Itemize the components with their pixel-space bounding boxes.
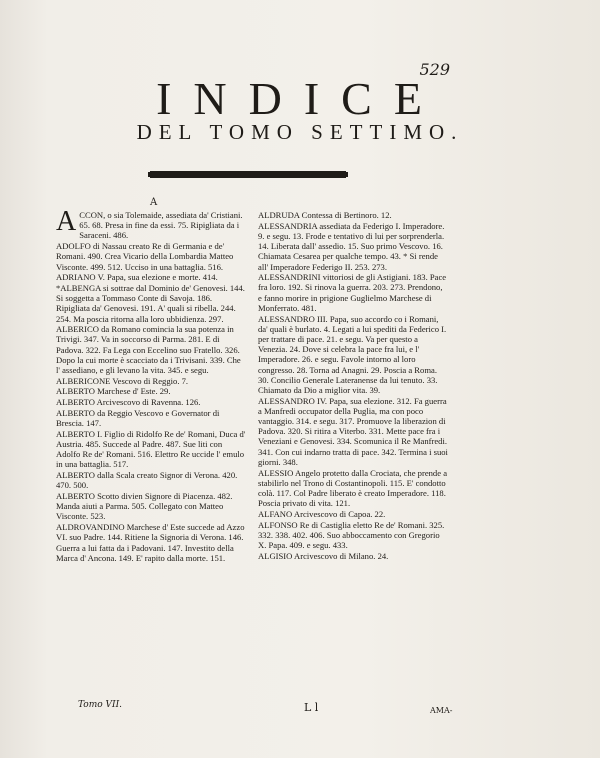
index-entry-text: ALBERICONE Vescovo di Reggio. 7. [56, 375, 189, 386]
index-entry [56, 376, 246, 386]
index-entry-text: ALESSANDRO IV. Papa, sua elezione. 312. Fa guerra a Manfredi occupator della Puglia, ma con poco vantaggio. 314. e segu. 317. Promuove la liberazion di Padova. 320. Si ritira a Viterbo. 331. Mette pace fra i Veneziani e Genovesi. 334. Scomunica il Re Manfredi. 341. Con cui indarno tratta di pace. 342. Termina i suoi giorni. 348. [258, 395, 448, 467]
index-entry-text: ALBERICO da Romano comincia la sua potenza in Trivigi. 347. Va in soccorso di Parma. 281. E di Padova. 322. Fa Lega con Eccelino suo Fratello. 326. Dopo la cui morte è scacciato da i Trivisani. 339. Che l' assediano, e gli levano la vita. 345. e segu. [56, 324, 241, 376]
drop-cap: A [56, 206, 77, 237]
page-number: 529 [419, 60, 450, 79]
index-entry-text: ALFANO Arcivescovo di Capoa. 22. [258, 508, 386, 519]
index-entry [258, 314, 448, 396]
index-entry [56, 241, 246, 272]
index-entry-text: *ALBENGA si sottrae dal Dominio de' Genovesi. 144. Si soggetta a Tommaso Conte di Savoja. 186. Ripigliata da' Genovesi. 191. A' quali si ribella. 244. 254. Ma poscia ritorna alla loro ubbidienza. 297. [56, 282, 245, 324]
section-letter: A [150, 197, 158, 208]
index-entry-text: ALESSIO Angelo protetto dalla Crociata, che prende a stabilirlo nel Trono di Costantinopoli. 115. E' condotto colà. 117. Col Padre liberato è creato Imperadore. 118. Poscia privato di vita. 121. [258, 467, 448, 509]
index-entry-text: ALBERTO da Reggio Vescovo e Governator di Brescia. 147. [56, 407, 220, 429]
index-entry [56, 397, 246, 407]
index-entry [56, 206, 246, 241]
index-entry-text: ALBERTO Scotto divien Signore di Piacenza. 482. Manda aiuti a Parma. 505. Collegato con Matteo Visconte. 523. [56, 490, 233, 522]
index-entry [258, 468, 448, 509]
decorative-rule [148, 172, 348, 177]
page-title: INDICE [156, 73, 444, 124]
index-entry-text: ALBERTO I. Figlio di Ridolfo Re de' Romani, Duca d' Austria. 485. Succede al Padre. 487. Sue liti con Adolfo Re de' Romani. 516. Elettro Re uccide l' emulo in una battaglia. 517. [56, 428, 246, 470]
page-subtitle: DEL TOMO SETTIMO. [136, 120, 464, 144]
index-column-left [56, 206, 246, 563]
index-entry-text: ADOLFO di Nassau creato Re di Germania e de' Romani. 490. Crea Vicario della Lombardia Matteo Visconte. 499. 512. Ucciso in una battaglia. 516. [56, 241, 234, 272]
index-entry [56, 429, 246, 470]
volume-signature: Tomo VII. [78, 700, 123, 710]
index-entry-text: ALESSANDRINI vittoriosi de gli Astigiani. 183. Pace fra loro. 192. Si rinova la guerra. 203. 273. Prendono, e fanno morire in prigione Guglielmo Marchese di Monferrato. 481. [258, 272, 447, 313]
index-entry-text: ALBERTO Marchese d' Este. 29. [56, 386, 171, 397]
index-entry-text: CCON, o sia Tolemaide, assediata da' Cristiani. 65. 68. Presa in fine da essi. 75. Ripigliata da i Saraceni. 486. [79, 210, 243, 241]
index-entry-text: ALDRUDA Contessa di Bertinoro. 12. [258, 210, 392, 220]
index-entry [258, 221, 448, 272]
index-entry [56, 491, 246, 522]
index-entry [258, 272, 448, 313]
index-entry [56, 283, 246, 324]
index-entry-text: ALFONSO Re di Castiglia eletto Re de' Romani. 325. 332. 338. 402. 406. Suo abboccamento con Gregorio X. Papa. 409. e segu. 433. [258, 519, 445, 550]
index-entry-text: ALBERTO Arcivescovo di Ravenna. 126. [56, 397, 201, 408]
index-entry-text: ALESSANDRIA assediata da Federigo I. Imperadore. 9. e segu. 13. Frode e tentativo di lui per sorprenderla. 14. Liberata dall' assedio. 15. Suo primo Vescovo. 16. Chiamata Cesarea per qualche tempo. 43. * Si rende all' Imperadore Federigo II. 253. 273. [258, 220, 445, 272]
index-entry-text: ADRIANO V. Papa, sua elezione e morte. 414. [56, 272, 218, 283]
index-entry [258, 396, 448, 467]
index-entry-text: ALDROVANDINO Marchese d' Este succede ad Azzo VI. suo Padre. 144. Ritiene la Signoria di Verona. 146. Guerra a lui fatta da i Padovani. 147. Investito della Marca d' Ancona. 149. E' rapito dalla morte. 151. [56, 522, 245, 563]
index-column-right [258, 210, 448, 561]
index-entry-text: ALESSANDRO III. Papa, suo accordo co i Romani, da' quali è burlato. 4. Legati a lui spediti da Federico I. per trattare di pace. 21. e segu. Va per questo a Venezia. 24. Dove si celebra la pace fra lui, e l' Imperadore. 26. e segu. Favole intorno al loro congresso. 28. Torna ad Anagni. 29. Poscia a Roma. 30. Concilio Generale Lateranense da lui tenuto. 33. Chiamato da Dio a miglior vita. 39. [258, 313, 447, 395]
index-entry [56, 522, 246, 563]
index-entry [56, 408, 246, 428]
signature-mark: L l [304, 701, 319, 714]
index-entry-text: ALGISIO Arcivescovo di Milano. 24. [258, 550, 389, 561]
index-entry [258, 551, 448, 561]
index-entry [258, 210, 448, 220]
catchword: AMA- [430, 706, 453, 715]
index-entry-text: ALBERTO dalla Scala creato Signor di Verona. 420. 470. 500. [56, 470, 238, 491]
index-entry [56, 386, 246, 396]
index-entry [258, 520, 448, 551]
index-entry [258, 509, 448, 519]
index-entry [56, 470, 246, 490]
index-entry [56, 272, 246, 282]
index-entry [56, 324, 246, 375]
